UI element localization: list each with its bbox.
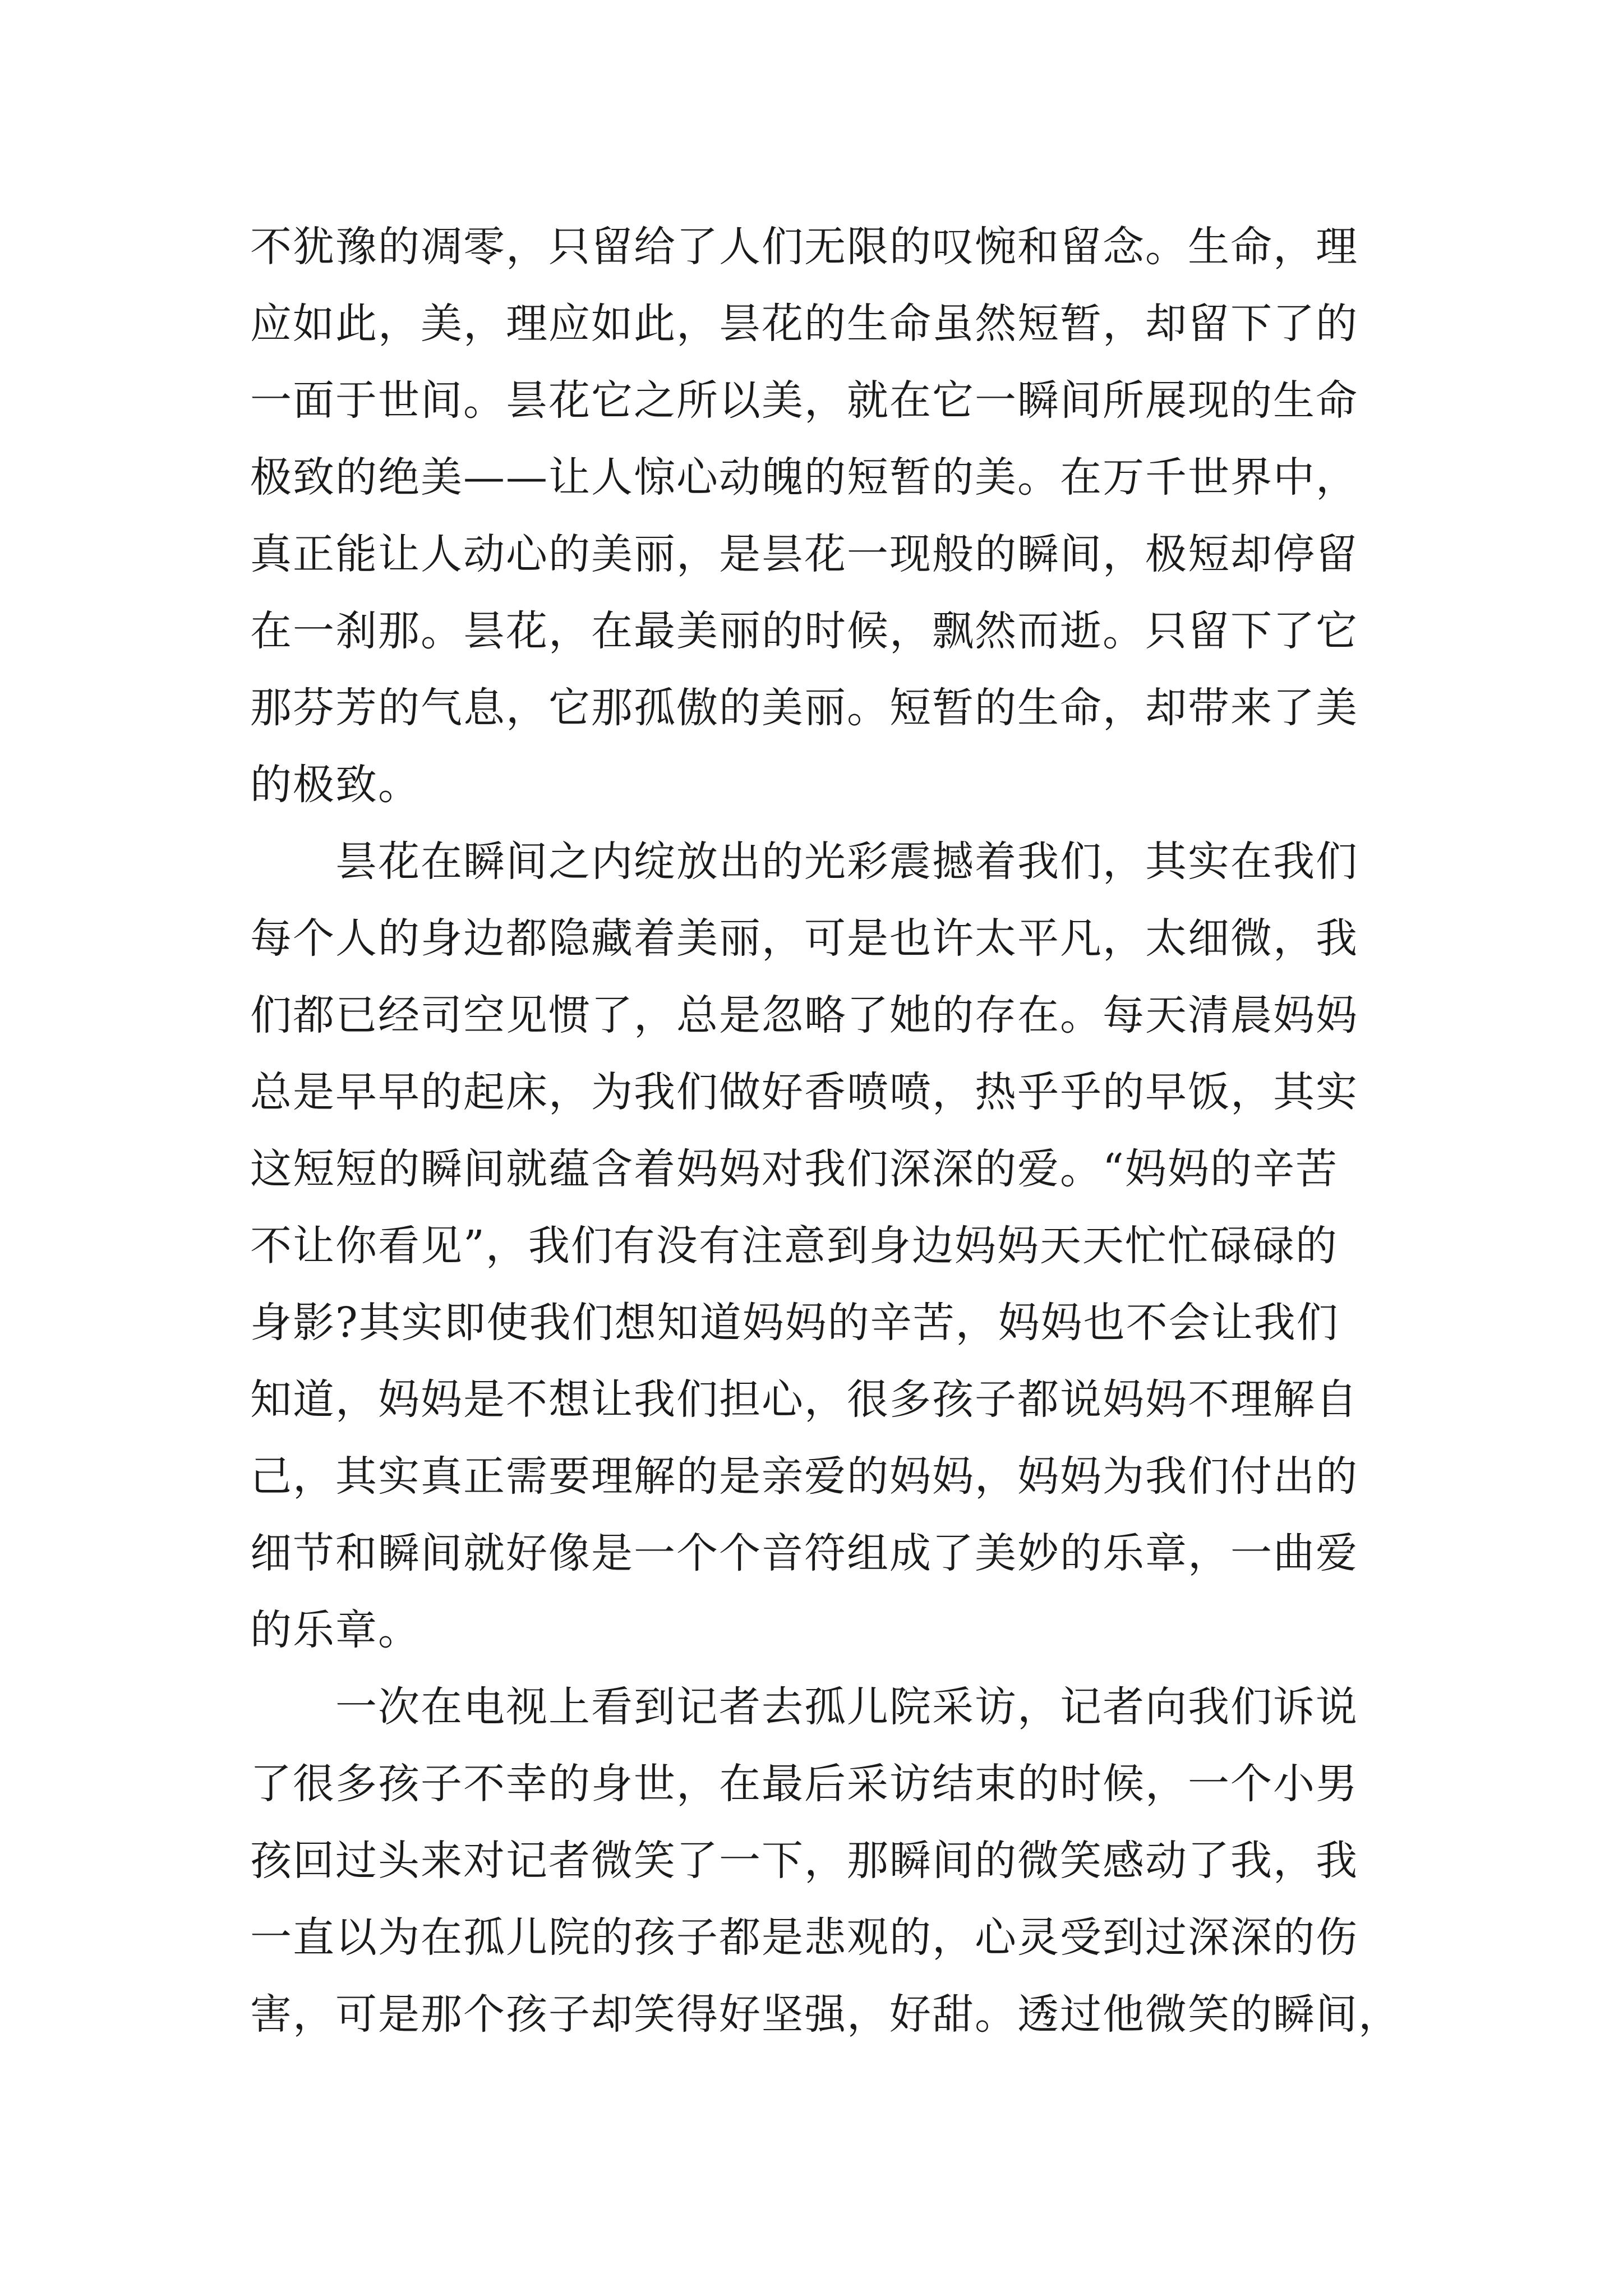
- text-line: 不犹豫的凋零，只留给了人们无限的叹惋和留念。生命，理: [250, 223, 1358, 271]
- text-line: 每个人的身边都隐藏着美丽，可是也许太平凡，太细微，我: [250, 914, 1358, 963]
- text-line: 这短短的瞬间就蕴含着妈妈对我们深深的爱。“妈妈的辛苦: [250, 1145, 1338, 1193]
- text-line: 极致的绝美——让人惊心动魄的短暂的美。在万千世界中，: [250, 453, 1358, 501]
- text-line: 不让你看见”，我们有没有注意到身边妈妈天天忙忙碌碌的: [250, 1222, 1338, 1270]
- text-line: 身影?其实即使我们想知道妈妈的辛苦，妈妈也不会让我们: [250, 1299, 1339, 1347]
- text-line: 昙花在瞬间之内绽放出的光彩震撼着我们，其实在我们: [250, 838, 1358, 886]
- text-line: 真正能让人动心的美丽，是昙花一现般的瞬间，极短却停留: [250, 530, 1358, 578]
- text-line: 己，其实真正需要理解的是亲爱的妈妈，妈妈为我们付出的: [250, 1452, 1358, 1501]
- text-line: 在一刹那。昙花，在最美丽的时候，飘然而逝。只留下了它: [250, 607, 1358, 655]
- text-line: 孩回过头来对记者微笑了一下，那瞬间的微笑感动了我，我: [250, 1837, 1358, 1885]
- text-line: 害，可是那个孩子却笑得好坚强，好甜。透过他微笑的瞬间，: [250, 1990, 1401, 2039]
- text-line: 的极致。: [250, 761, 421, 809]
- text-line: 一次在电视上看到记者去孤儿院采访，记者向我们诉说: [250, 1683, 1358, 1731]
- text-line: 那芬芳的气息，它那孤傲的美丽。短暂的生命，却带来了美: [250, 684, 1358, 732]
- text-line: 细节和瞬间就好像是一个个音符组成了美妙的乐章，一曲爱: [250, 1529, 1358, 1577]
- text-line: 总是早早的起床，为我们做好香喷喷，热乎乎的早饭，其实: [250, 1068, 1358, 1116]
- text-line: 了很多孩子不幸的身世，在最后采访结束的时候，一个小男: [250, 1760, 1358, 1808]
- text-line: 应如此，美，理应如此，昙花的生命虽然短暂，却留下了的: [250, 300, 1358, 348]
- text-line: 一面于世间。昙花它之所以美，就在它一瞬间所展现的生命: [250, 376, 1358, 425]
- body-text: [250, 209, 1401, 2053]
- text-line: 知道，妈妈是不想让我们担心，很多孩子都说妈妈不理解自: [250, 1375, 1358, 1424]
- text-line: 一直以为在孤儿院的孩子都是悲观的，心灵受到过深深的伤: [250, 1913, 1358, 1962]
- text-line: 的乐章。: [250, 1606, 421, 1654]
- text-line: 们都已经司空见惯了，总是忽略了她的存在。每天清晨妈妈: [250, 991, 1358, 1039]
